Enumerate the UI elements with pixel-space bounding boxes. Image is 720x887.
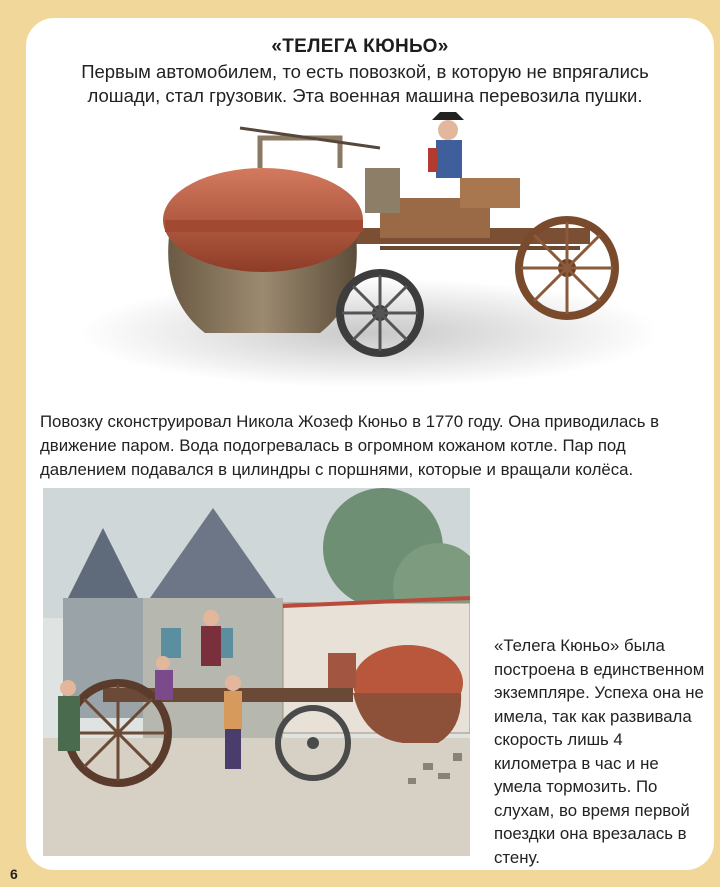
side-caption: «Телега Кюньо» была построена в единственном экземпляре. Успеха она не имела, так как развивала скорость лишь 4 километра в час и не умела тормозить. По слухам, во время первой поездки она врезалась в стену. [494, 636, 705, 867]
page-title: «ТЕЛЕГА КЮНЬО» [271, 36, 449, 57]
description-paragraph: Повозку сконструировал Никола Жозеф Кюньо в 1770 году. Она приводилась в движение паром. Вода подогревалась в огромном кожаном котле. Пар под давлением подавался в цилиндры с поршнями, которые и вращали колёса. [40, 412, 660, 479]
wagon-crash-illustration [43, 488, 470, 856]
steam-wagon-illustration [80, 108, 680, 388]
intro-text: Первым автомобилем, то есть повозкой, в которую не впрягались лошади, стал грузовик. Эта военная машина перевозила пушки. [81, 61, 649, 106]
page-number: 6 [10, 866, 18, 882]
